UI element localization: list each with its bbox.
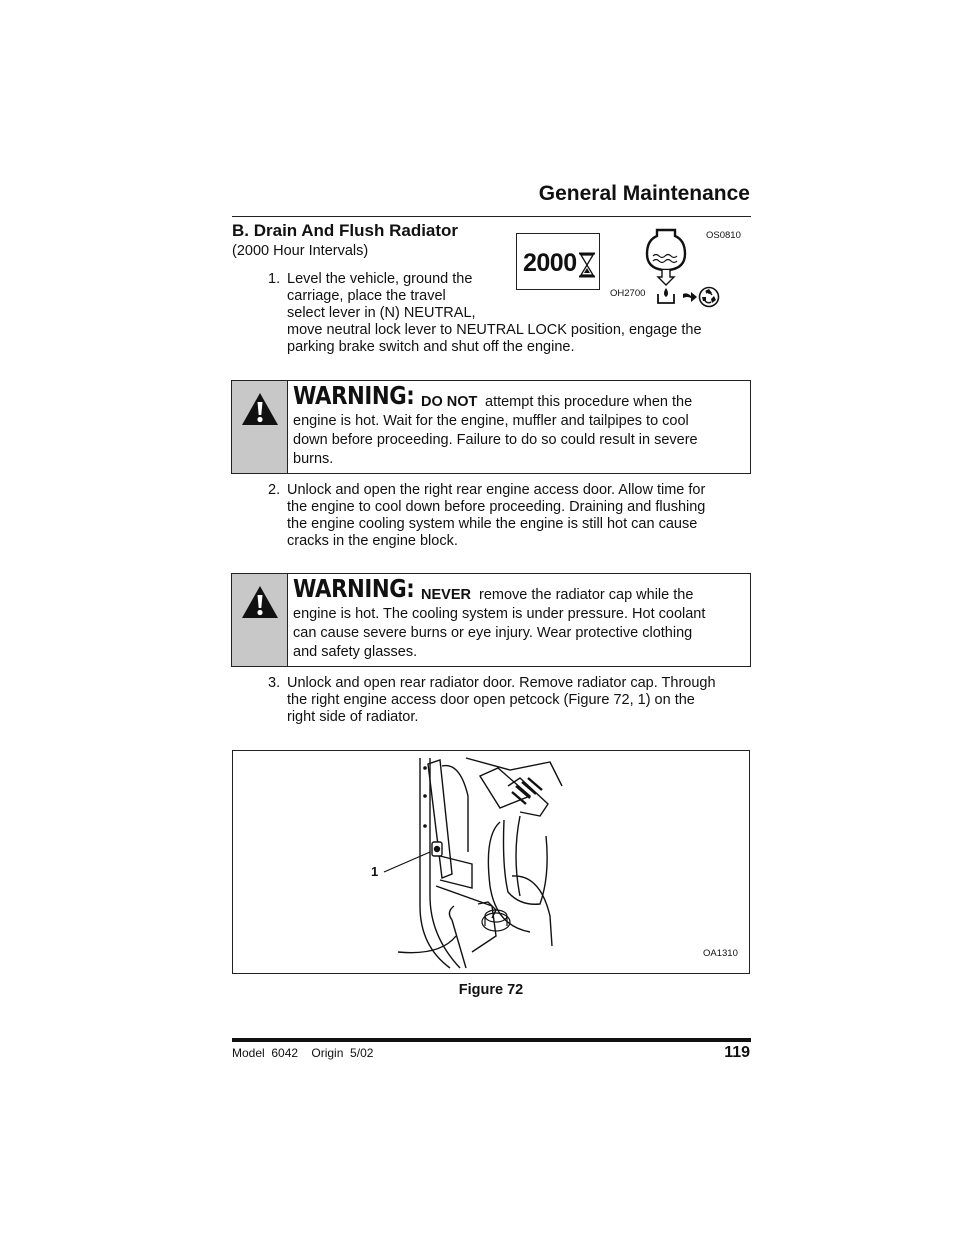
step-1-line: carriage, place the travel [287,288,446,304]
warning-line: can cause severe burns or eye injury. Wear protective clothing [293,625,693,641]
step-2-line: the engine cooling system while the engine is still hot can cause [287,516,698,532]
figure-code: OA1310 [703,948,738,959]
step-3-line: the right engine access door open petcock (Figure 72, 1) on the [287,692,695,708]
warning-title: WARNING: [293,381,415,410]
step-1-line: move neutral lock lever to NEUTRAL LOCK position, engage the [287,322,702,338]
procedure-interval: (2000 Hour Intervals) [232,243,369,259]
warning-line: and safety glasses. [293,644,418,660]
warning-box [231,380,751,474]
warning-lead: DO NOT [421,394,478,410]
step-2-number: 2. [268,482,281,498]
warning-first-line: attempt this procedure when the [485,394,693,410]
warning-sidebar [232,381,288,473]
radiator-illustration [380,756,580,970]
warning-box [231,573,751,667]
warning-line: down before proceeding. Failure to do so could result in severe [293,432,698,448]
warning-text [293,605,743,662]
page-number: 119 [724,1044,750,1061]
step-1-text [287,271,702,356]
step-2-line: the engine to cool down before proceeding. Draining and flushing [287,499,706,515]
step-3-line: Unlock and open rear radiator door. Remove radiator cap. Through [287,675,716,691]
step-1-line: select lever in (N) NEUTRAL, [287,305,476,321]
step-3-text [287,675,716,726]
warning-first-line: remove the radiator cap while the [479,587,694,603]
step-1-line: Level the vehicle, ground the [287,271,473,287]
hour-symbol-value: 2000 [523,249,577,277]
step-1-line: parking brake switch and shut off the engine. [287,339,575,355]
warning-exclamation-icon [241,392,279,426]
figure-caption: Figure 72 [458,982,524,998]
warning-line: engine is hot. Wait for the engine, muffler and tailpipes to cool [293,413,689,429]
warning-lead: NEVER [421,587,471,603]
procedure-title: B. Drain And Flush Radiator [232,221,459,240]
step-2-text [287,482,705,550]
step-3-number: 3. [268,675,281,691]
hour-symbol-code: OH2700 [610,288,646,299]
figure-callout-1: 1 [371,864,379,879]
step-1-number: 1. [268,271,281,287]
engine-symbol-code: OS0810 [706,230,741,241]
step-2-line: Unlock and open the right rear engine access door. Allow time for [287,482,706,498]
footer-rule [232,1038,751,1042]
warning-line: engine is hot. The cooling system is under pressure. Hot coolant [293,606,706,622]
step-2-line: cracks in the engine block. [287,533,458,549]
warning-sidebar [232,574,288,666]
warning-text [293,412,743,469]
step-3-line: right side of radiator. [287,709,419,725]
section-title: General Maintenance [538,182,750,205]
warning-title: WARNING: [293,574,415,603]
warning-line: burns. [293,451,334,467]
footer-model-info: Model 6042 Origin 5/02 [232,1046,374,1060]
header-rule [232,216,751,217]
warning-exclamation-icon [241,585,279,619]
